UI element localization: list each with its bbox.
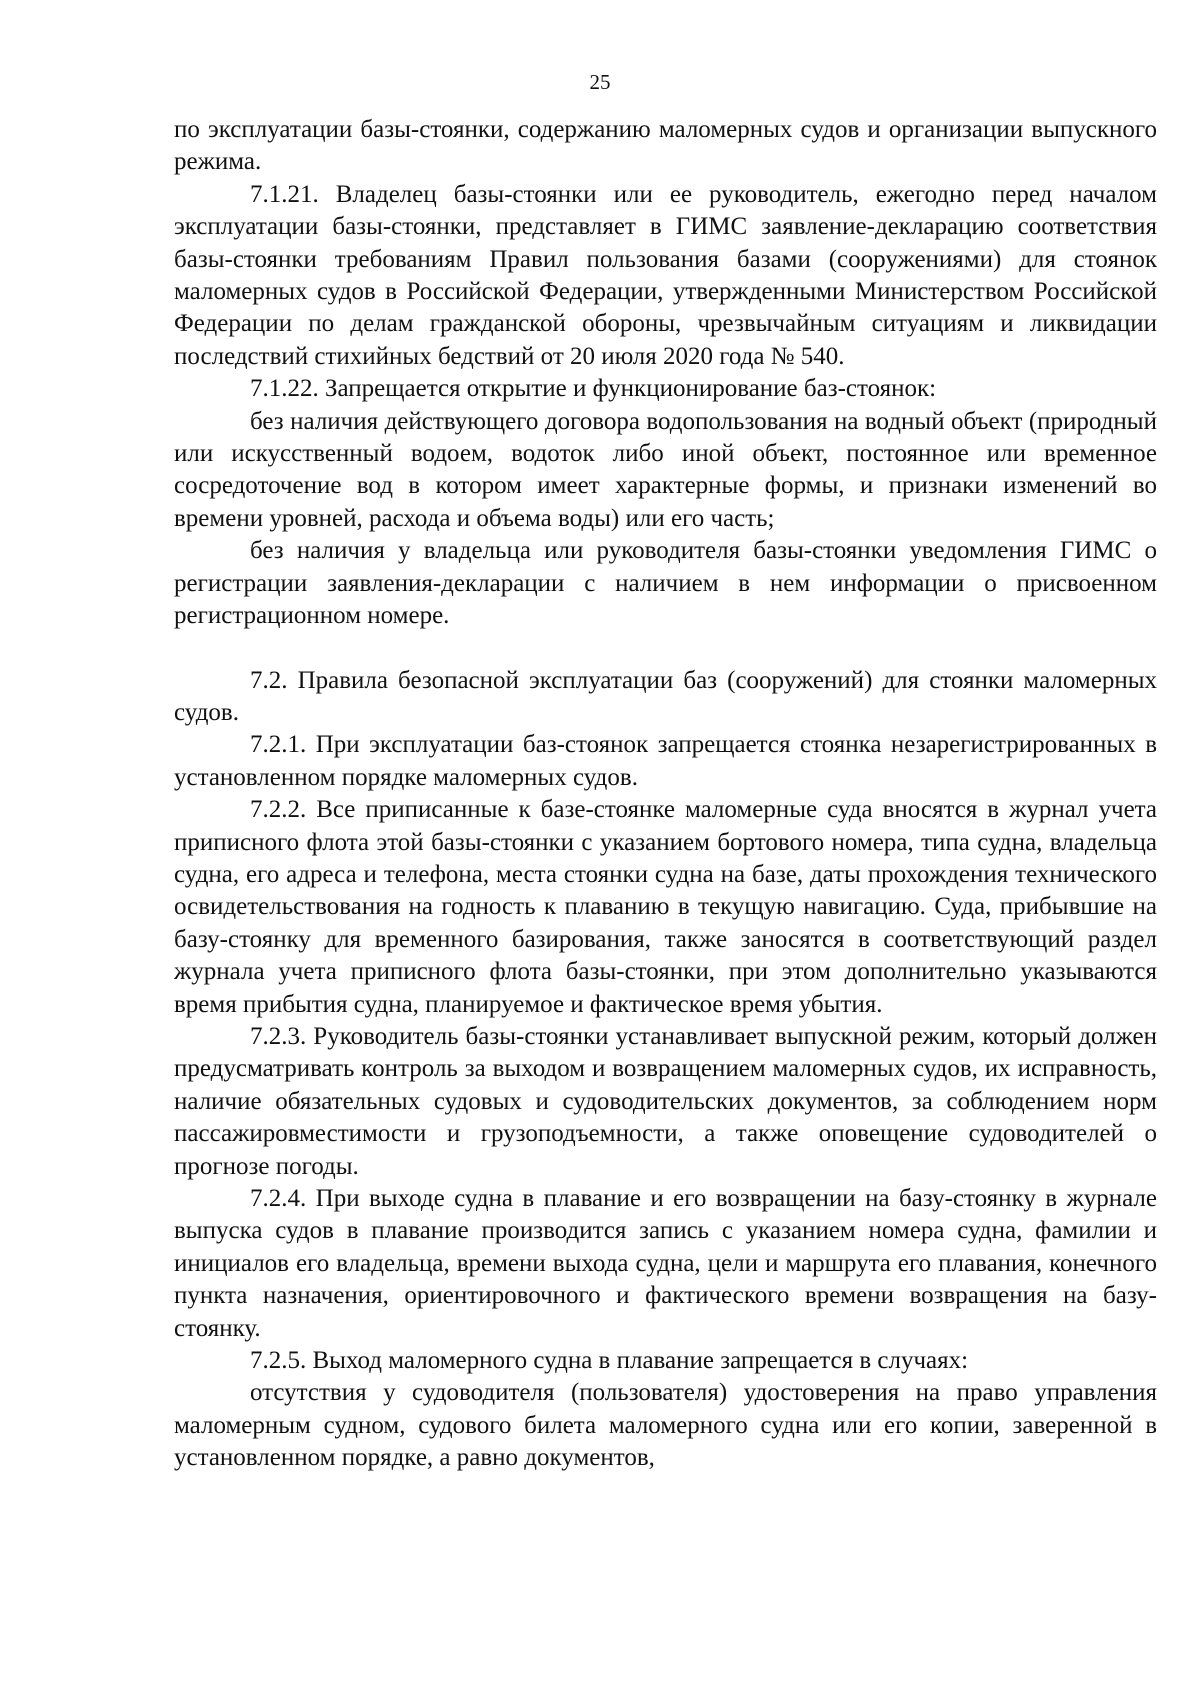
paragraph-7-2-5: 7.2.5. Выход маломерного судна в плавание запрещается в случаях: bbox=[250, 1347, 969, 1375]
section-spacer bbox=[174, 633, 1157, 665]
paragraph-7-2-1: 7.2.1. При эксплуатации баз-стоянок запрещается стоянка незарегистрированных в установленном порядке маломерных судов. bbox=[174, 731, 1157, 791]
document-body bbox=[174, 114, 1157, 1475]
list-item-water-use-contract: без наличия действующего договора водопользования на водный объект (природный или искусственный водоем, водоток либо иной объект, постоянное или временное сосредоточение вод в котором имеет характерные формы, и признаки изменений во времени уровней, расхода и объема воды) или его часть; bbox=[174, 407, 1157, 532]
paragraph-7-2-2: 7.2.2. Все приписанные к базе-стоянке маломерные суда вносятся в журнал учета приписного флота этой базы-стоянки с указанием бортового номера, типа судна, владельца судна, его адреса и телефона, места стоянки судна на базе, даты прохождения технического освидетельствования на годность к плаванию в текущую навигацию. Суда, прибывшие на базу-стоянку для временного базирования, также заносятся в соответствующий раздел журнала учета приписного флота базы-стоянки, при этом дополнительно указываются время прибытия судна, планируемое и фактическое время убытия. bbox=[174, 796, 1157, 1018]
paragraph-7-1-22: 7.1.22. Запрещается открытие и функционирование баз-стоянок: bbox=[250, 375, 937, 403]
paragraph-continuation: по эксплуатации базы-стоянки, содержанию маломерных судов и организации выпускного режима. bbox=[174, 116, 1157, 176]
page-number: 25 bbox=[589, 70, 611, 94]
paragraph-7-2-4: 7.2.4. При выходе судна в плавание и его возвращении на базу-стоянку в журнале выпуска судов в плавание производится запись с указанием номера судна, фамилии и инициалов его владельца, времени выхода судна, цели и маршрута его плавания, конечного пункта назначения, ориентировочного и фактического времени возвращения на базу-стоянку. bbox=[174, 1185, 1157, 1342]
list-item-gims-notification: без наличия у владельца или руководителя базы-стоянки уведомления ГИМС о регистрации заявления-декларации с наличием в нем информации о присвоенном регистрационном номере. bbox=[174, 537, 1157, 630]
list-item-no-license: отсутствия у судоводителя (пользователя) удостоверения на право управления маломерным судном, судового билета маломерного судна или его копии, заверенной в установленном порядке, а равно документов, bbox=[174, 1379, 1157, 1472]
paragraph-7-1-21: 7.1.21. Владелец базы-стоянки или ее руководитель, ежегодно перед началом эксплуатации базы-стоянки, представляет в ГИМС заявление-декларацию соответствия базы-стоянки требованиям Правил пользования базами (сооружениями) для стоянок маломерных судов в Российской Федерации, утвержденными Министерством Российской Федерации по делам гражданской обороны, чрезвычайным ситуациям и ликвидации последствий стихийных бедствий от 20 июля 2020 года № 540. bbox=[174, 180, 1157, 370]
section-heading-7-2: 7.2. Правила безопасной эксплуатации баз (сооружений) для стоянки маломерных судов. bbox=[174, 666, 1157, 726]
paragraph-7-2-3: 7.2.3. Руководитель базы-стоянки устанавливает выпускной режим, который должен предусматривать контроль за выходом и возвращением маломерных судов, их исправность, наличие обязательных судовых и судоводительских документов, за соблюдением норм пассажировместимости и грузоподъемности, а также оповещение судоводителей о прогнозе погоды. bbox=[174, 1022, 1157, 1180]
